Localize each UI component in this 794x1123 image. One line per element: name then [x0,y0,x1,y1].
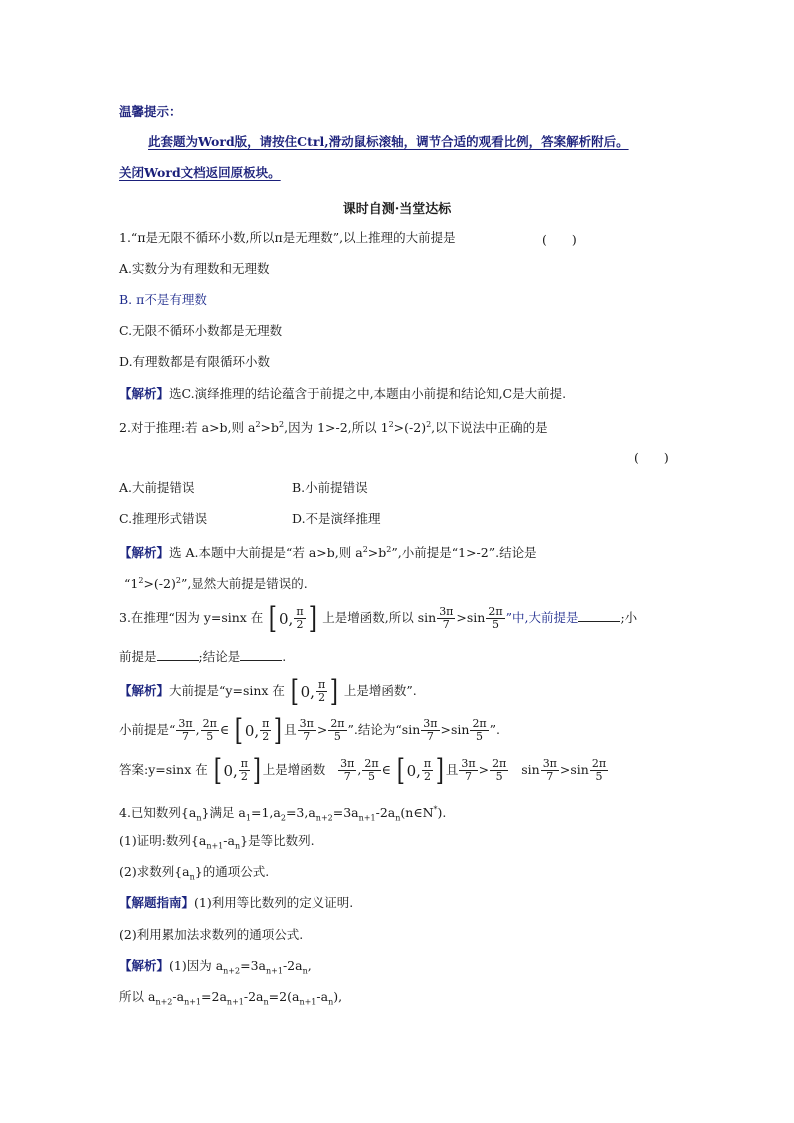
fraction [294,606,305,631]
bracket-close: ] [435,752,445,788]
q1-answer-paren: ( ) [542,232,577,247]
num: 3π [461,757,476,770]
text: -2a [375,805,396,821]
bracket-open: [ [213,752,222,788]
text: 答案:y=sinx 在 [119,762,208,777]
den: 7 [303,730,311,743]
bracket-open: [ [234,712,244,748]
den: 5 [333,730,341,743]
q1-option-d: D.有理数都是有限循环小数 [119,354,271,369]
sub: n+1 [206,841,224,851]
bracket-open: [ [269,600,278,636]
q4-analysis-line-1 [119,958,312,980]
tip-line-2: 关闭Word文档返回原板块。 [119,165,281,180]
q2-analysis-line-2 [124,573,308,592]
answer-blank[interactable] [157,648,199,661]
text: , [307,958,312,973]
analysis-label: 【解析】 [119,958,170,973]
text: , [195,722,200,737]
den: 5 [495,770,503,783]
bracket-close: ] [252,752,261,788]
sub: n [189,872,195,882]
text: 选 A.本题中大前提是“若 a>b,则 a [169,545,363,561]
answer-blank[interactable] [240,648,282,661]
sub: n [328,997,334,1007]
sub: n+2 [155,997,173,1007]
q2-stem [119,417,548,436]
sup: 2 [426,420,432,429]
q2-option-d: D.不是演绎推理 [292,511,381,526]
num: 2π [472,717,487,730]
analysis-label: 【解析】 [119,545,170,561]
sub: n [263,997,269,1007]
text: 0, [406,761,421,780]
num: π [296,605,304,618]
text: }是等比数列. [240,833,315,848]
text: sin [521,762,540,777]
den: 2 [240,770,248,783]
q2-option-b: B.小前提错误 [292,480,368,495]
sub: n [196,813,202,823]
fraction [470,718,488,743]
sub: n+2 [223,966,241,976]
tip-line-1: 此套题为Word版，请按住Ctrl,滑动鼠标滚轴，调节合适的观看比例，答案解析附后。 [148,134,629,149]
text: ;小 [620,610,638,625]
text: 3.在推理“因为 y=sinx 在 [119,610,264,625]
sub: n [302,966,308,976]
fraction [590,758,608,783]
sub: n+1 [266,966,283,976]
q1-option-a: A.实数分为有理数和无理数 [119,261,270,276]
section-title: 课时自测·当堂达标 [342,202,452,217]
text: 0, [244,721,260,740]
text: 大前提是“y=sinx 在 [169,683,285,698]
den: 5 [491,618,499,631]
text: > [478,762,490,777]
num: 3π [439,605,454,618]
num: 2π [591,757,607,770]
q3-analysis-line-1 [119,673,417,710]
q4-part-1 [119,833,315,855]
q2-stem-part: >(-2) [393,420,427,436]
text: =2(a [268,989,300,1004]
text: 上是增函数,所以 sin [322,610,437,625]
text: ”中,大前提是 [505,610,579,625]
den: 2 [318,691,326,704]
text: >(-2) [143,576,176,592]
text: ”. [489,722,501,737]
sub: n+1 [226,997,244,1007]
sup: 2 [388,420,394,429]
sub: 2 [280,813,286,823]
text: -2a [282,958,303,973]
text: >sin [456,610,486,625]
num: π [262,717,270,730]
fraction [316,679,327,704]
den: 7 [182,730,189,743]
den: 7 [442,618,450,631]
text: 上是增函数”. [343,683,417,698]
q1-analysis-text: 选C.演绎推理的结论蕴含于前提之中,本题由小前提和结论知,C是大前提. [169,386,567,401]
text: >sin [559,762,589,777]
text: 所以 a [119,989,156,1004]
text: =2a [201,989,227,1004]
den: 2 [423,770,431,783]
q3-answer-line [119,752,609,789]
q2-answer-paren: ( ) [634,450,669,465]
q2-stem-part: ,以下说法中正确的是 [431,420,548,436]
den: 7 [464,770,472,783]
text: > [316,722,328,737]
num: 3π [340,757,355,770]
q1-stem: 1.“π是无限不循环小数,所以π是无理数”,以上推理的大前提是 [119,230,456,245]
text: ), [333,989,343,1004]
q3-stem-line-2 [119,648,286,665]
q2-analysis-line-1 [119,542,537,561]
fraction [338,758,356,783]
tip-title: 温馨提示： [119,104,182,119]
den: 5 [367,770,375,783]
sub: n+2 [315,813,333,823]
num: π [240,757,248,770]
text: =3a [240,958,266,973]
text: ∈ [219,722,230,737]
sup: 2 [255,420,261,429]
text: (1)证明:数列{a [119,833,207,848]
text: -2a [243,989,264,1004]
text: “1 [124,576,139,592]
den: 5 [476,730,484,743]
sup: 2 [279,420,285,429]
text: =3,a [285,805,316,821]
sup: 2 [175,576,181,585]
q4-analysis-line-2 [119,989,342,1011]
num: π [423,757,432,770]
sup: 2 [138,576,144,585]
bracket-open: [ [290,673,299,709]
text: ). [437,805,447,821]
num: π [317,678,326,691]
num: 3π [423,717,438,730]
fraction [239,758,250,783]
text: =3a [332,805,359,821]
fraction [459,758,477,783]
fraction [422,758,433,783]
sub: n+1 [299,997,317,1007]
q3-stem-line-1 [119,600,637,637]
sup: 2 [362,545,368,554]
sub: n [395,813,401,823]
text: 0, [279,609,294,628]
text: }的通项公式. [194,864,270,879]
analysis-label: 【解析】 [119,386,170,401]
text: 上是增函数 [262,762,326,777]
text: 0, [223,761,238,780]
sub: n+1 [358,813,376,823]
q2-stem-part: ,因为 1>-2,所以 1 [284,420,389,436]
den: 2 [296,618,304,631]
text: ”,显然大前提是错误的. [180,576,308,592]
text: . [282,649,287,664]
num: 2π [488,605,503,618]
bracket-close: ] [274,712,283,748]
bracket-close: ] [308,600,317,636]
q1-analysis [119,386,566,402]
q2-option-c: C.推理形式错误 [119,511,208,526]
den: 5 [206,730,214,743]
text: ”,小前提是“1>-2”.结论是 [391,545,537,561]
den: 7 [546,770,554,783]
num: 2π [330,717,345,730]
q2-stem-part: 2.对于推理:若 a>b,则 a [119,420,256,436]
fraction [201,718,219,743]
num: 3π [299,717,314,730]
den: 2 [262,730,270,743]
text: , [357,762,362,777]
bracket-close: ] [329,673,339,709]
fraction [260,718,271,743]
den: 7 [426,730,434,743]
text: (n∈N [400,805,434,821]
sub: 1 [245,813,251,823]
num: 3π [542,757,557,770]
text: ∈ [381,762,391,777]
guide-label: 【解题指南】 [119,895,195,910]
text: }满足 a [201,805,246,821]
den: 7 [343,770,351,783]
fraction [176,718,194,743]
q3-analysis-line-2 [119,712,500,749]
q1-option-b: B. π不是有理数 [119,292,207,307]
fraction [437,606,455,631]
q4-guide-1 [119,895,353,911]
text: -a [316,989,329,1004]
num: 2π [492,757,507,770]
sup: * [433,805,438,814]
q4-guide-2: (2)利用累加法求数列的通项公式. [119,927,304,942]
text: -a [223,833,235,848]
text: 4.已知数列{a [119,805,197,821]
fraction [421,718,439,743]
text: -a [172,989,185,1004]
answer-blank[interactable] [578,609,620,622]
q4-part-2 [119,864,269,886]
num: 2π [364,757,379,770]
sub: n+1 [184,997,202,1007]
q4-stem [119,802,446,827]
q2-option-a: A.大前提错误 [119,480,195,495]
fraction [362,758,380,783]
text: >b [367,545,387,561]
q1-option-c: C.无限不循环小数都是无理数 [119,323,283,338]
text: (1)利用等比数列的定义证明. [194,895,354,910]
num: 3π [178,717,193,730]
text: (2)求数列{a [119,864,190,879]
fraction [490,758,508,783]
text: 0, [300,682,315,701]
fraction [298,718,316,743]
den: 5 [595,770,603,783]
sub: n [234,841,241,851]
text: >sin [440,722,470,737]
fraction [328,718,346,743]
text: ”.结论为“sin [347,722,421,737]
text: ;结论是 [198,649,241,664]
text: (1)因为 a [169,958,224,973]
text: 且 [445,762,459,777]
bracket-open: [ [396,752,405,788]
text: 且 [284,722,297,737]
analysis-label: 【解析】 [119,683,170,698]
q2-stem-part: >b [260,420,280,436]
text: 前提是 [119,649,157,664]
sup: 2 [386,545,392,554]
text: =1,a [250,805,281,821]
fraction [541,758,559,783]
num: 2π [202,717,217,730]
fraction [486,606,504,631]
text: 小前提是“ [119,722,176,737]
